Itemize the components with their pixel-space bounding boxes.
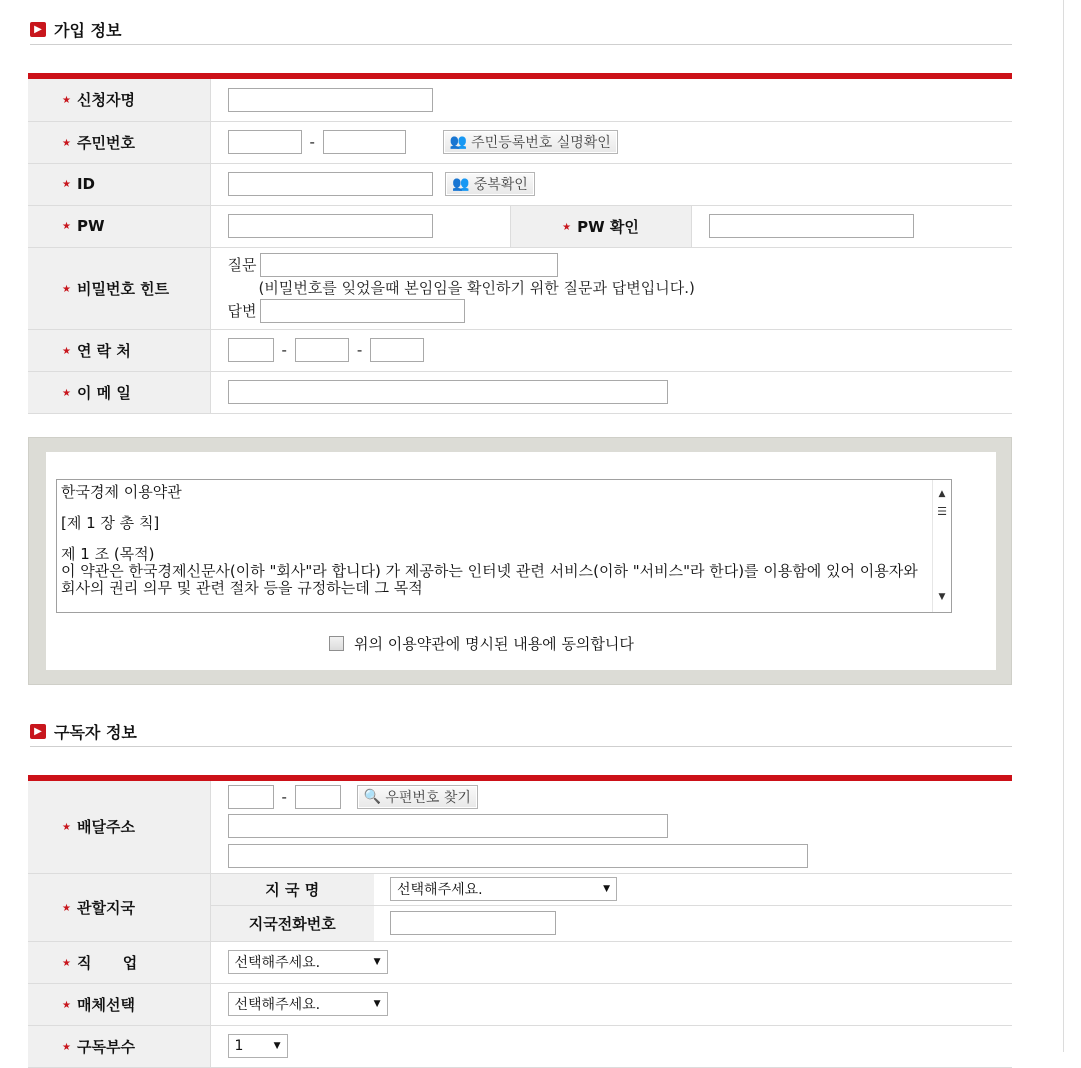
branch-label: 관할지국 — [76, 898, 135, 917]
magnifier-icon: 🔍 — [363, 788, 382, 805]
email-input[interactable] — [228, 380, 668, 404]
ssn-label-cell: ★ 주민번호 — [28, 121, 210, 163]
branch-phone-input[interactable] — [390, 911, 556, 935]
ssn-verify-button[interactable]: 👥 주민등록번호 실명확인 — [443, 130, 618, 154]
pw-confirm-input[interactable] — [709, 214, 914, 238]
branch-label-cell: ★ 관할지국 — [28, 873, 210, 941]
subscriber-section-header — [30, 720, 137, 743]
job-label: 직 업 — [76, 953, 138, 972]
section-divider — [30, 44, 1012, 45]
scroll-down-arrow-icon[interactable]: ▼ — [938, 592, 946, 602]
name-input[interactable] — [228, 88, 433, 112]
chevron-down-icon: ▼ — [373, 999, 381, 1009]
zip-second-input[interactable] — [295, 785, 341, 809]
id-input[interactable] — [228, 172, 433, 196]
phone-label: 연 락 처 — [76, 341, 131, 360]
pw-input[interactable] — [228, 214, 433, 238]
page-right-border — [1063, 0, 1064, 1052]
id-row — [28, 163, 1012, 205]
hint-description: (비밀번호를 잊었을때 본임임을 확인하기 위한 질문과 답변입니다.) — [258, 279, 695, 297]
branch-name-row — [28, 873, 1012, 905]
address-row — [28, 781, 1012, 873]
pw-row — [28, 205, 1012, 247]
media-row — [28, 983, 1012, 1025]
ssn-dash: - — [309, 133, 315, 151]
pw-confirm-label: PW 확인 — [577, 217, 639, 236]
ssn-second-input[interactable] — [323, 130, 406, 154]
terms-article-title: 제 1 조 (목적) — [61, 545, 155, 563]
copies-label-cell: ★ 구독부수 — [28, 1025, 210, 1067]
email-label-cell: ★ 이 메 일 — [28, 371, 210, 413]
media-select[interactable]: 선택해주세요. ▼ — [228, 992, 388, 1016]
name-label: 신청자명 — [76, 91, 135, 110]
phone-part2-input[interactable] — [295, 338, 349, 362]
people-icon: 👥 — [449, 134, 468, 150]
zip-search-button[interactable]: 🔍 우편번호 찾기 — [357, 785, 478, 809]
copies-label: 구독부수 — [76, 1037, 135, 1056]
job-select[interactable]: 선택해주세요. ▼ — [228, 950, 388, 974]
dup-check-button[interactable]: 👥 중복확인 — [445, 172, 535, 196]
section-divider — [30, 746, 1012, 747]
job-label-cell: ★ 직 업 — [28, 941, 210, 983]
name-label-cell: ★ 신청자명 — [28, 79, 210, 121]
chevron-down-icon: ▼ — [603, 884, 610, 894]
phone-dash: - — [281, 341, 287, 359]
terms-title: 한국경제 이용약관 — [61, 483, 182, 501]
address1-input[interactable] — [228, 814, 668, 838]
job-row — [28, 941, 1012, 983]
id-label-cell: ★ ID — [28, 163, 210, 205]
arrow-right-box-icon: ▶ — [30, 22, 46, 37]
chevron-down-icon: ▼ — [373, 957, 381, 967]
people-icon: 👥 — [452, 176, 470, 192]
scroll-up-arrow-icon[interactable]: ▲ — [938, 489, 946, 499]
copies-select[interactable]: 1 ▼ — [228, 1034, 288, 1058]
hint-label: 비밀번호 힌트 — [76, 279, 170, 298]
terms-chapter: [제 1 장 총 칙] — [61, 514, 160, 532]
subscriber-form-table — [28, 781, 1012, 1068]
zip-dash: - — [281, 787, 287, 806]
terms-textarea[interactable] — [56, 479, 952, 613]
branch-name-label: 지 국 명 — [210, 873, 374, 905]
arrow-right-box-icon: ▶ — [30, 724, 46, 739]
hint-answer-input[interactable] — [260, 299, 465, 323]
terms-agree — [329, 633, 634, 654]
ssn-label: 주민번호 — [76, 133, 135, 152]
email-row — [28, 371, 1012, 413]
phone-row — [28, 329, 1012, 371]
phone-label-cell: ★ 연 락 처 — [28, 329, 210, 371]
terms-panel — [28, 437, 1012, 685]
subscriber-section-title: 구독자 정보 — [54, 723, 137, 742]
hint-row — [28, 247, 1012, 329]
terms-inner — [46, 452, 996, 670]
branch-name-select[interactable]: 선택해주세요. ▼ — [390, 877, 617, 901]
id-label: ID — [76, 175, 96, 193]
email-label: 이 메 일 — [76, 383, 131, 402]
chevron-down-icon: ▼ — [273, 1041, 281, 1051]
phone-part1-input[interactable] — [228, 338, 274, 362]
phone-part3-input[interactable] — [370, 338, 424, 362]
name-row — [28, 79, 1012, 121]
ssn-first-input[interactable] — [228, 130, 302, 154]
copies-row — [28, 1025, 1012, 1067]
hint-question-input[interactable] — [260, 253, 558, 277]
hint-label-cell: ★ 비밀번호 힌트 — [28, 247, 210, 329]
pw-confirm-label-cell: ★ PW 확인 — [510, 205, 691, 247]
agree-label: 위의 이용약관에 명시된 내용에 동의합니다 — [354, 635, 634, 653]
pw-label: PW — [76, 217, 105, 235]
scroll-thumb-grip-icon[interactable]: ☰ — [937, 505, 947, 518]
agree-checkbox[interactable] — [329, 636, 344, 651]
media-label-cell: ★ 매체선택 — [28, 983, 210, 1025]
ssn-row — [28, 121, 1012, 163]
hint-question-label: 질문 — [227, 256, 257, 274]
terms-article-body: 이 약관은 한국경제신문사(이하 "회사"라 합니다) 가 제공하는 인터넷 관련 서비스(이하 "서비스"라 한다)를 이용함에 있어 이용자와 회사의 권리 의무 및 관련 절차 등을 규정하는데 그 목적 — [61, 562, 918, 597]
hint-answer-label: 답변 — [227, 302, 257, 320]
signup-form-table — [28, 79, 1012, 414]
signup-section-title: 가입 정보 — [54, 21, 122, 40]
phone-dash: - — [356, 341, 363, 359]
branch-phone-label: 지국전화번호 — [210, 905, 374, 941]
media-label: 매체선택 — [76, 995, 135, 1014]
address2-input[interactable] — [228, 844, 808, 868]
signup-section-header — [30, 18, 121, 41]
address-label-cell: ★ 배달주소 — [28, 781, 210, 873]
terms-scrollbar[interactable] — [932, 480, 951, 612]
address-label: 배달주소 — [76, 818, 135, 837]
zip-first-input[interactable] — [228, 785, 274, 809]
pw-label-cell: ★ PW — [28, 205, 210, 247]
